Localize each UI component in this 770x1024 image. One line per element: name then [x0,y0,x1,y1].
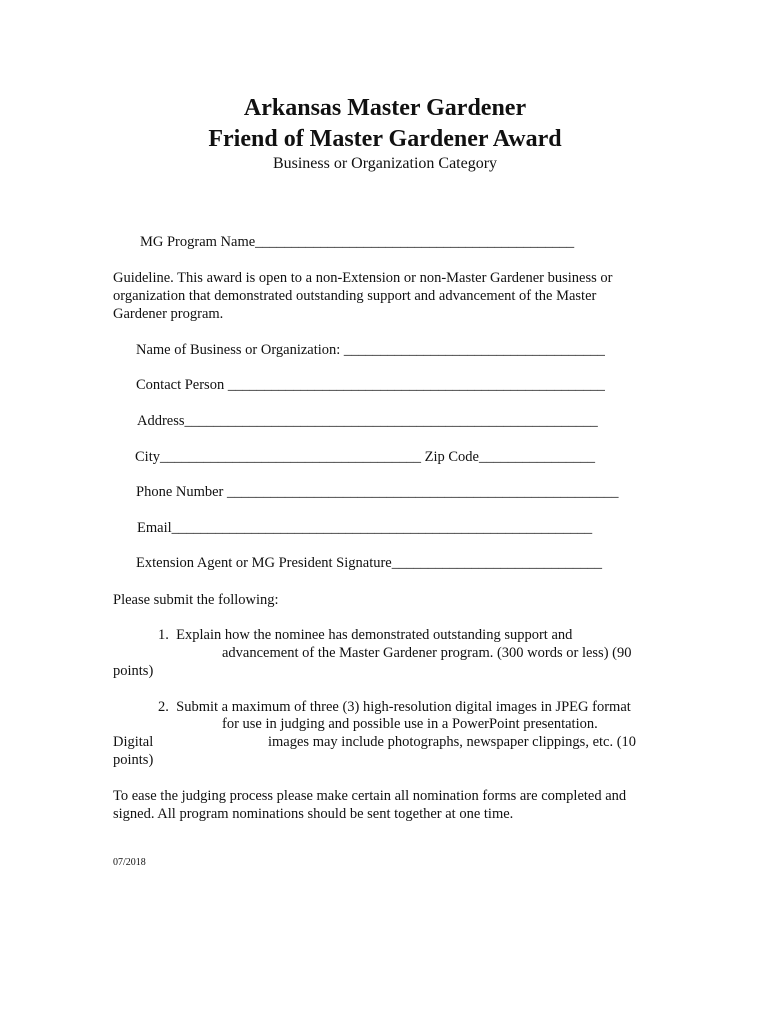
contact-person-field[interactable]: Contact Person ____________________________________________________ [136,377,605,393]
signature-field[interactable]: Extension Agent or MG President Signature_____________________________ [136,555,602,571]
city-zip-field[interactable]: City____________________________________ Zip Code________________ [135,449,595,465]
guideline-line-3: Gardener program. [113,306,224,322]
page-subtitle-award: Friend of Master Gardener Award [208,126,562,152]
item-2-line-1: 2. Submit a maximum of three (3) high-resolution digital images in JPEG format [158,699,631,715]
guideline-line-1: Guideline. This award is open to a non-Extension or non-Master Gardener business or [113,270,613,286]
closing-line-2: signed. All program nominations should be sent together at one time. [113,806,514,822]
item-1-line-2: advancement of the Master Gardener program. (300 words or less) (90 [222,645,632,661]
revision-date: 07/2018 [113,857,146,868]
address-field[interactable]: Address_________________________________________________________ [137,413,598,429]
email-field[interactable]: Email__________________________________________________________ [137,520,593,536]
category-label: Business or Organization Category [272,155,498,172]
item-2-line-3-end: images may include photographs, newspaper clippings, etc. (10 [268,734,637,750]
mg-program-name-field[interactable]: MG Program Name____________________________________________ [140,234,575,250]
business-name-field[interactable]: Name of Business or Organization: ____________________________________ [136,342,605,358]
page-title: Arkansas Master Gardener [243,95,527,121]
item-2-line-3-start: Digital [113,734,154,750]
item-1-line-3: points) [113,663,154,679]
item-2-line-4: points) [113,752,154,768]
phone-number-field[interactable]: Phone Number ______________________________________________________ [136,484,619,500]
submit-intro: Please submit the following: [113,592,279,608]
item-1-line-1: 1. Explain how the nominee has demonstrated outstanding support and [158,627,573,643]
closing-line-1: To ease the judging process please make certain all nomination forms are completed and [113,788,627,804]
guideline-line-2: organization that demonstrated outstanding support and advancement of the Master [113,288,597,304]
item-2-line-2: for use in judging and possible use in a PowerPoint presentation. [222,716,598,732]
